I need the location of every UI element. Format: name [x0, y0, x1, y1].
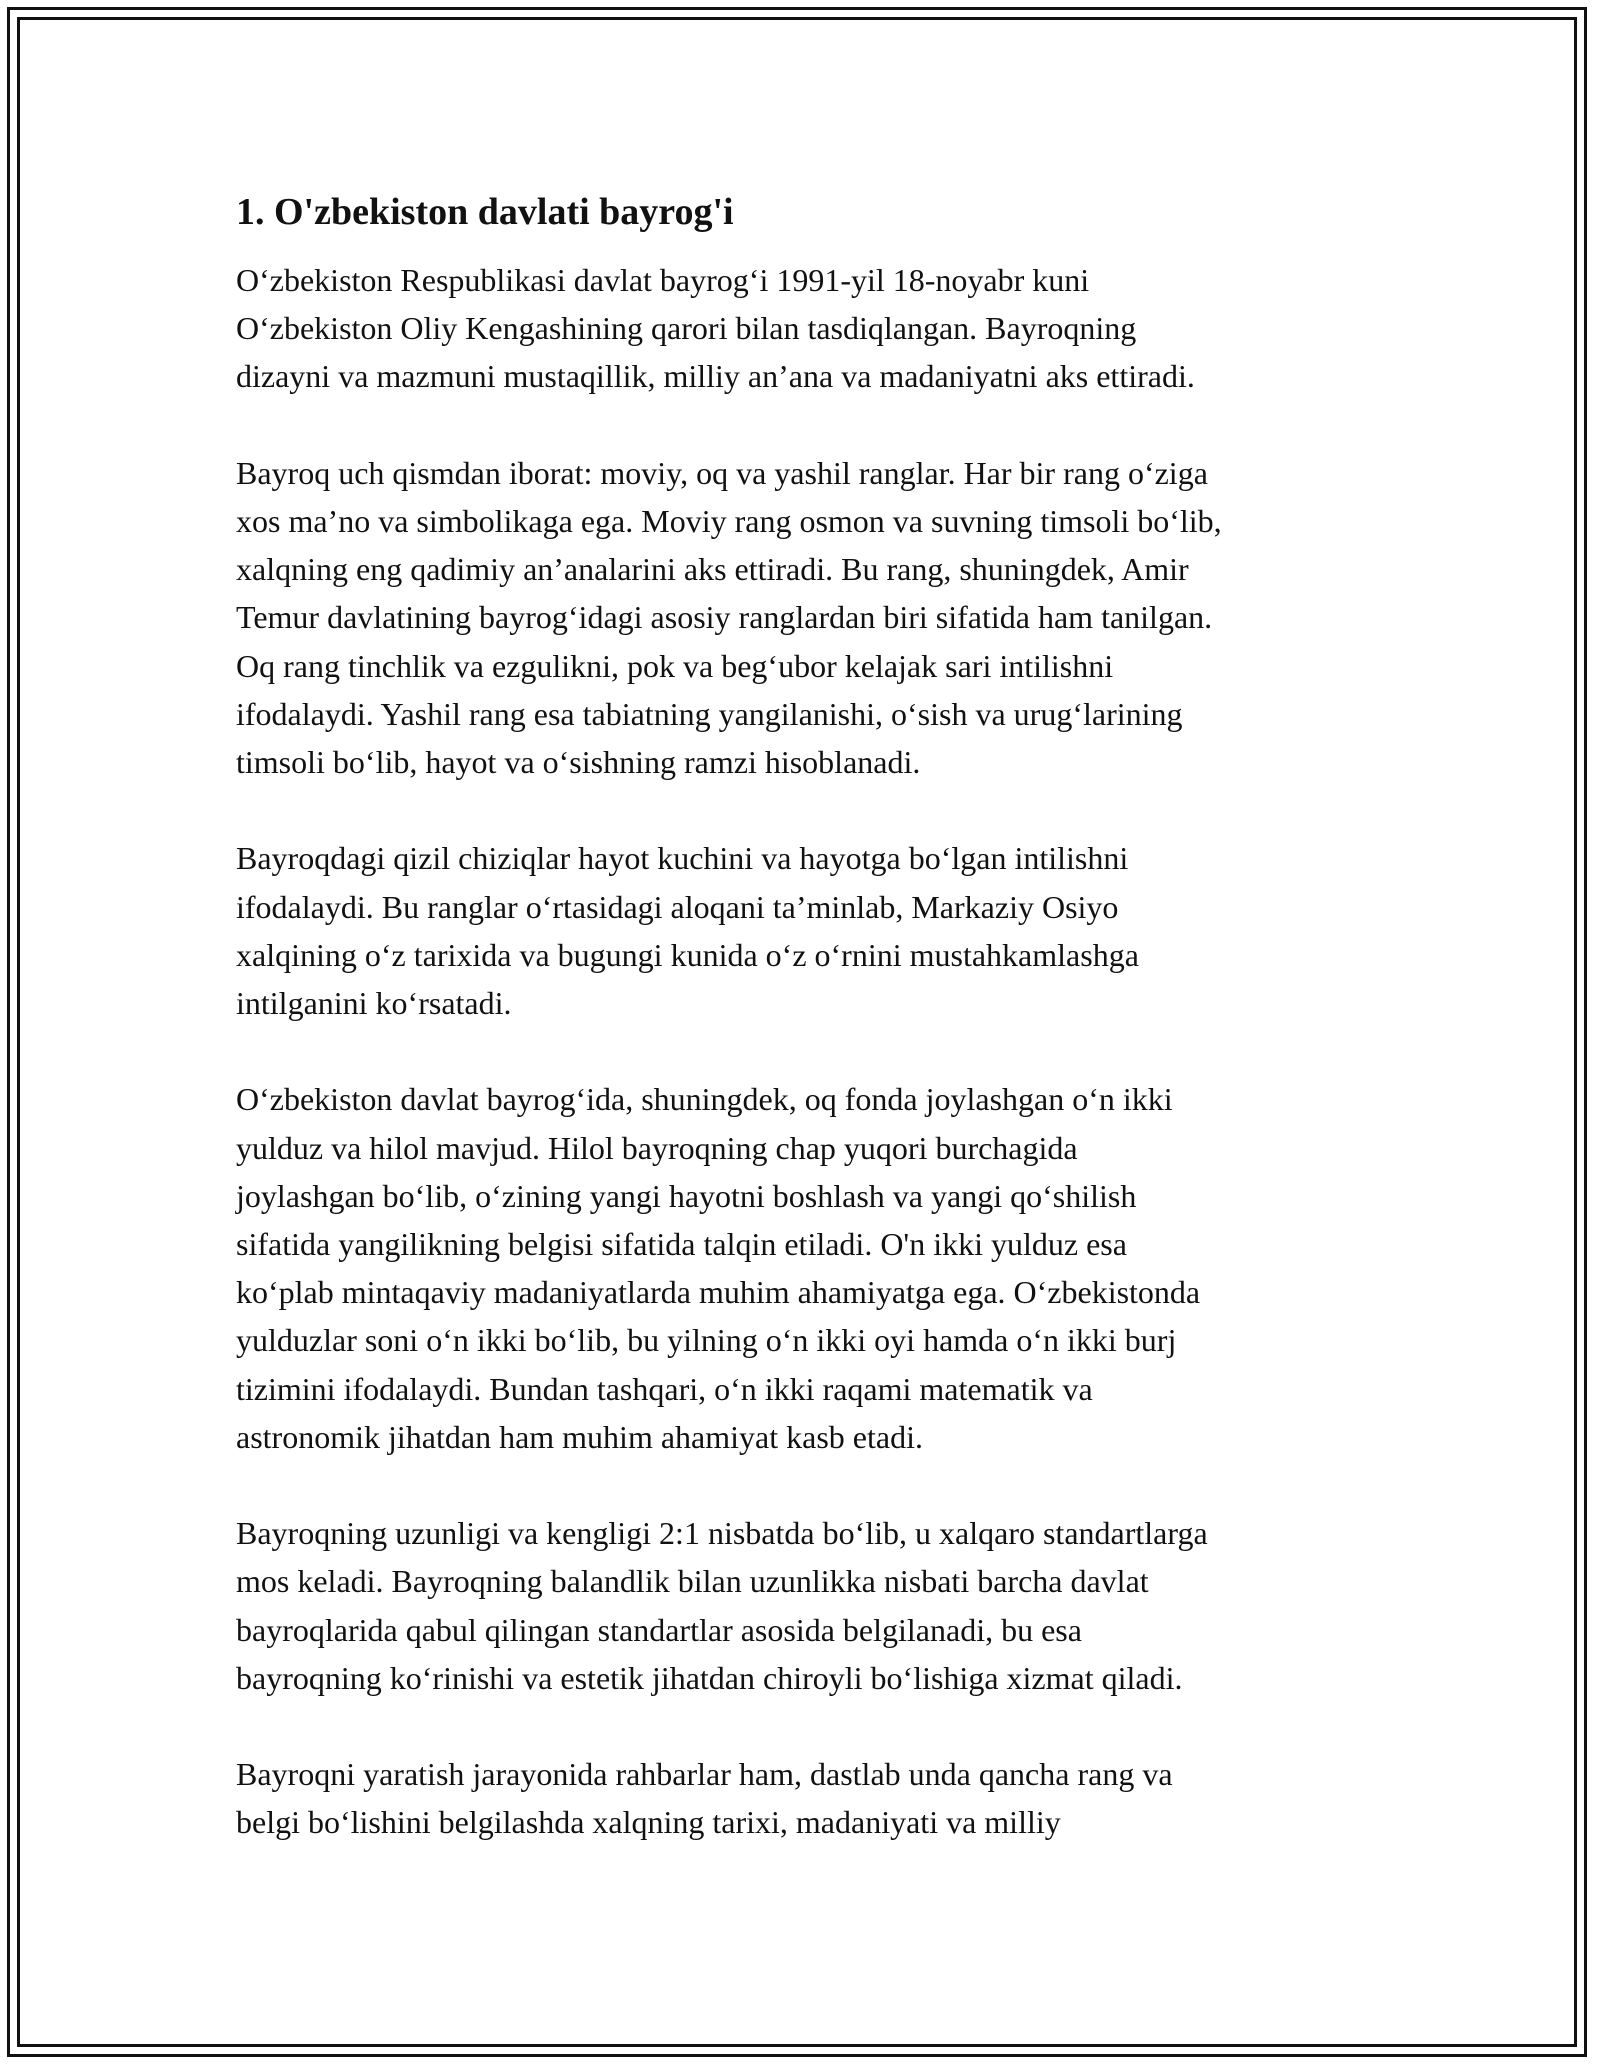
paragraph-6: Bayroqni yaratish jarayonida rahbarlar ham, dastlab unda qancha rang va belgi bo‘lishini belgilashda xalqning tarixi, madaniyati va milliy	[236, 1756, 1173, 1841]
paragraph-2: Bayroq uch qismdan iborat: moviy, oq va yashil ranglar. Har bir rang o‘ziga xos ma’no va simbolikaga ega. Moviy rang osmon va suvning timsoli bo‘lib, xalqning eng qadimiy an’analarini aks ettiradi. Bu rang, shuningdek, Amir Temur davlatining bayrog‘idagi asosiy ranglardan biri sifatida ham tanilgan. Oq rang tinchlik va ezgulikni, pok va beg‘ubor kelajak sari intilishni ifodalaydi. Yashil rang esa tabiatning yangilanishi, o‘sish va urug‘larining timsoli bo‘lib, hayot va o‘sishning ramzi hisoblanadi.	[236, 454, 1222, 781]
document-title: 1. O'zbekiston davlati bayrog'i	[236, 191, 734, 233]
paragraph-5: Bayroqning uzunligi va kengligi 2:1 nisbatda bo‘lib, u xalqaro standartlarga mos keladi. Bayroqning balandlik bilan uzunlikka nisbati barcha davlat bayroqlarida qabul qilingan standartlar asosida belgilanadi, bu esa bayroqning ko‘rinishi va estetik jihatdan chiroyli bo‘lishiga xizmat qiladi.	[236, 1515, 1208, 1696]
paragraph-4: O‘zbekiston davlat bayrog‘ida, shuningdek, oq fonda joylashgan o‘n ikki yulduz va hilol mavjud. Hilol bayroqning chap yuqori burchagida joylashgan bo‘lib, o‘zining yangi hayotni boshlash va yangi qo‘shilish sifatida yangilikning belgisi sifatida talqin etiladi. O'n ikki yulduz esa ko‘plab mintaqaviy madaniyatlarda muhim ahamiyatga ega. O‘zbekistonda yulduzlar soni o‘n ikki bo‘lib, bu yilning o‘n ikki oyi hamda o‘n ikki burj tizimini ifodalaydi. Bundan tashqari, o‘n ikki raqami matematik va astronomik jihatdan ham muhim ahamiyat kasb etadi.	[236, 1081, 1201, 1455]
paragraph-1: O‘zbekiston Respublikasi davlat bayrog‘i 1991-yil 18-noyabr kuni O‘zbekiston Oliy Kengashining qarori bilan tasdiqlangan. Bayroqning dizayni va mazmuni mustaqillik, milliy an’ana va madaniyatni aks ettiradi.	[236, 262, 1195, 395]
paragraph-3: Bayroqdagi qizil chiziqlar hayot kuchini va hayotga bo‘lgan intilishni ifodalaydi. Bu ranglar o‘rtasidagi aloqani ta’minlab, Markaziy Osiyo xalqining o‘z tarixida va bugungi kunida o‘z o‘rnini mustahkamlashga intilganini ko‘rsatadi.	[236, 840, 1139, 1022]
document-body	[236, 188, 1396, 1895]
